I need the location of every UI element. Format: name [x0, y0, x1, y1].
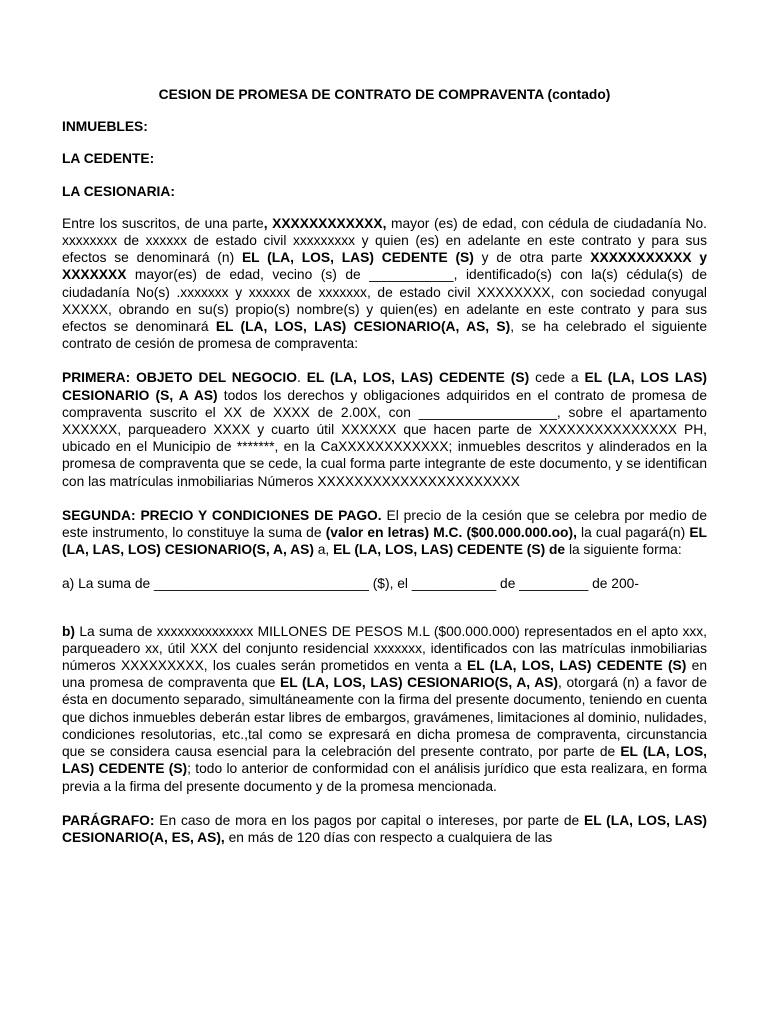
label-cesionaria: LA CESIONARIA:: [62, 183, 175, 199]
text-run: La suma de xxxxxxxxxxxxxx MILLONES DE PESOS M.L ($00.000.000) representados en el apto xxx, parqueadero xx, útil XXX del conjunto residencial xxxxxxx, identificados con las matrículas inmobiliarias números XXXXXXXXX, los cuales serán prometidos en venta a: [62, 623, 707, 674]
text-run: En caso de mora en los pagos por capital o intereses, por parte de: [154, 812, 584, 828]
text-run: Entre los suscritos, de una parte: [62, 215, 264, 231]
text-run: cede a: [529, 370, 585, 386]
bold-text-run: EL (LA, LOS, LAS) CEDENTE (S): [306, 370, 530, 386]
bold-text-run: EL (LA, LOS, LAS) CEDENTE (S) de: [333, 542, 566, 558]
bold-text-run: XXXXXXXXXXX y XXXXXXX: [62, 250, 707, 283]
text-run: mayor(es) de edad, vecino (s) de ___________, identificado(s) con la(s) cédula(s) de ciudadanía No(s) .xxxxxxx y xxxxxx de xxxxxxx, de estado civil XXXXXXXX, con sociedad conyugal XXXXX, obrando en su(s) propio(s) nombre(s) y quien(es) en adelante en este contrato y para sus efectos se denominará: [62, 267, 707, 335]
text-run: en una promesa de compraventa que: [62, 658, 707, 691]
bold-text-run: EL (LA, LOS, LAS) CESIONARIO(A, AS, S): [215, 319, 511, 335]
text-run: la siguiente forma:: [565, 542, 682, 558]
paragraph: [62, 812, 707, 846]
document-title: CESION DE PROMESA DE CONTRATO DE COMPRAVENTA (contado): [158, 87, 611, 102]
text-run: y de otra parte: [473, 250, 591, 266]
bold-text-run: b): [62, 623, 76, 639]
text-run: todos los derechos y obligaciones adquiridos en el contrato de promesa de compraventa suscrito el XX de XXXX de 2.00X, con __________________, sobre el apartamento XXXXXX, parqueadero XXXX y cuarto útil XXXXXX que hacen parte de XXXXXXXXXXXXXXX PH, ubicado en el Municipio de *******, en la CaXXXXXXXXXXXX; inmuebles descritos y alinderados en la promesa de compraventa que se cede, la cual forma parte integrante de este documento, y se identifican con las matrículas inmobiliarias Números XXXXXXXXXXXXXXXXXXXXXX: [62, 387, 707, 489]
bold-text-run: (valor en letras) M.C. ($00.000.000.oo),: [325, 525, 577, 541]
bold-text-run: SEGUNDA: PRECIO Y CONDICIONES DE PAGO.: [62, 507, 382, 523]
paragraph: [62, 369, 707, 489]
paragraph: [62, 507, 707, 559]
bold-text-run: EL (LA, LOS, LAS) CEDENTE (S): [241, 250, 474, 266]
bold-text-run: EL (LA, LOS LAS) CESIONARIO (S, A AS): [62, 370, 708, 403]
paragraph: [62, 215, 707, 353]
bold-text-run: EL (LA, LOS, LAS) CEDENTE (S): [467, 658, 687, 674]
bold-text-run: PRIMERA: OBJETO DEL NEGOCIO: [62, 370, 297, 386]
text-run: en más de 120 días con respecto a cualquiera de las: [224, 829, 553, 845]
bold-text-run: EL (LA, LOS, LAS) CESIONARIO(S, A, AS): [280, 675, 559, 691]
document-body: [62, 215, 707, 846]
text-run: mayor (es) de edad, con cédula de ciudadanía No. xxxxxxxx de xxxxxx de estado civil xxxxxxxxx y quien (es) en adelante en este contrato y para sus efectos se denominará (n): [62, 215, 707, 266]
text-run: , se ha celebrado el siguiente contrato de cesión de promesa de compraventa:: [62, 319, 707, 352]
text-run: a,: [313, 542, 334, 558]
bold-text-run: , XXXXXXXXXXXX,: [263, 215, 387, 231]
text-run: El precio de la cesión que se celebra por medio de este instrumento, lo constituye la suma de: [62, 507, 707, 541]
paragraph: [62, 623, 707, 795]
label-inmuebles: INMUEBLES:: [62, 119, 148, 135]
text-run: .: [296, 370, 307, 386]
bold-text-run: EL (LA, LAS, LOS) CESIONARIO(S, A, AS): [62, 525, 707, 558]
bold-text-run: PARÁGRAFO:: [62, 812, 155, 828]
bold-text-run: EL (LA, LOS, LAS) CESIONARIO(A, ES, AS),: [62, 812, 707, 845]
document-page: [62, 82, 707, 863]
text-run: , otorgará (n) a favor de ésta en documento separado, simultáneamente con la firma del presente documento, teniendo en cuenta que dichos inmuebles deberán estar libres de embargos, gravámenes, limitaciones al dominio, nulidades, condiciones resolutorias, etc.,tal como se expresará en dicha promesa de compraventa, circunstancia que se considera causa esencial para la celebración del presente contrato, por parte de: [62, 675, 707, 760]
bold-text-run: EL (LA, LOS, LAS) CEDENTE (S): [62, 744, 708, 777]
paragraph: [62, 575, 707, 592]
label-cedente: LA CEDENTE:: [62, 151, 155, 167]
text-run: la cual pagará(n): [576, 525, 690, 541]
text-run: a) La suma de ____________________________ ($), el ___________ de _________ de 200-: [62, 576, 639, 592]
text-run: ; todo lo anterior de conformidad con el análisis jurídico que esta realizara, en forma previa a la firma del presente documento y de la promesa mencionada.: [62, 761, 707, 794]
